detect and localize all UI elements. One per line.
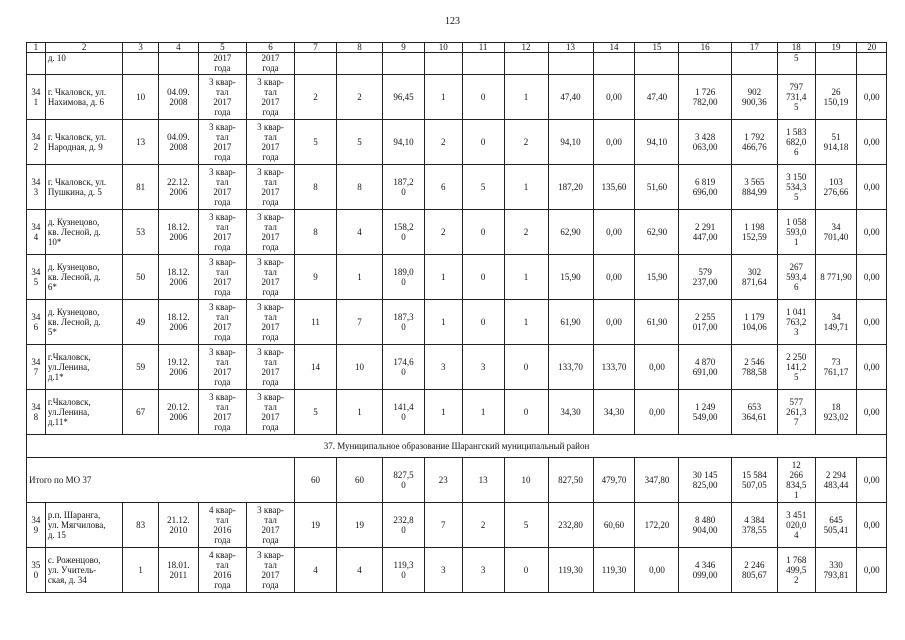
table-cell: 5 [295, 120, 337, 165]
table-cell: 347,80 [635, 458, 679, 503]
table-cell: 18.12. 2006 [158, 210, 198, 255]
table-cell: 0,00 [857, 300, 887, 345]
table-cell: 645 505,41 [815, 503, 857, 548]
table-cell: 119,30 [548, 548, 593, 593]
table-cell: 13 [548, 43, 593, 53]
table-cell: 81 [123, 165, 159, 210]
table-row [27, 548, 887, 593]
table-cell: 8 [295, 165, 337, 210]
table-cell: 103 276,66 [815, 165, 857, 210]
table-cell: 302 871,64 [731, 255, 777, 300]
table-cell: 34 1 [27, 75, 46, 120]
table-cell: 1 [336, 390, 382, 435]
table-cell: 10 [336, 345, 382, 390]
table-cell: 34 4 [27, 210, 46, 255]
table-cell: 232,8 0 [383, 503, 425, 548]
table-cell: 0,00 [635, 548, 679, 593]
table-cell: 8 [336, 165, 382, 210]
table-cell: 187,2 0 [383, 165, 425, 210]
table-cell: 17 [731, 43, 777, 53]
table-cell: 5 [198, 43, 246, 53]
table-cell: 1 [504, 165, 548, 210]
page-number: 123 [445, 16, 460, 27]
table-cell: 34 149,71 [815, 300, 857, 345]
table-cell: 22.12. 2006 [158, 165, 198, 210]
table-cell: 10 [424, 43, 462, 53]
table-cell [158, 53, 198, 75]
table-cell: 3 квар- тал 2017 года [246, 548, 294, 593]
table-cell: 9 [383, 43, 425, 53]
table-cell: 1 198 152,59 [731, 210, 777, 255]
table-cell: 0,00 [593, 255, 635, 300]
table-cell: 15,90 [635, 255, 679, 300]
table-cell: 119,30 [593, 548, 635, 593]
table-cell: 0,00 [857, 548, 887, 593]
table-row [27, 210, 887, 255]
table-cell: 172,20 [635, 503, 679, 548]
table-cell: р.п. Шаранга, ул. Мягчилова, д. 15 [45, 503, 123, 548]
table-cell: 653 364,61 [731, 390, 777, 435]
table-cell: 19 [295, 503, 337, 548]
table-cell: 60 [336, 458, 382, 503]
table-cell: 4 870 691,00 [679, 345, 731, 390]
table-cell: 135,60 [593, 165, 635, 210]
table-cell: 3 квар- тал 2017 года [198, 210, 246, 255]
table-cell: 1 [424, 300, 462, 345]
table-body [27, 43, 887, 593]
table-cell [295, 53, 337, 75]
table-cell: 797 731,4 5 [777, 75, 815, 120]
table-cell: 1 [123, 548, 159, 593]
table-cell: 1 792 466,76 [731, 120, 777, 165]
table-cell: 20.12. 2006 [158, 390, 198, 435]
section-row [27, 435, 887, 458]
table-cell: 0,00 [857, 120, 887, 165]
table-cell: 0,00 [857, 458, 887, 503]
table-cell: 4 346 099,00 [679, 548, 731, 593]
table-cell: 3 [424, 345, 462, 390]
table-header-row [27, 43, 887, 53]
table-cell: 5 [777, 53, 815, 75]
table-cell: 10 [123, 75, 159, 120]
table-cell: 34,30 [548, 390, 593, 435]
table-cell: 0,00 [635, 390, 679, 435]
table-cell: 827,50 [548, 458, 593, 503]
table-cell: 9 [295, 255, 337, 300]
table-cell: 62,90 [635, 210, 679, 255]
table-cell: д. 10 [45, 53, 123, 75]
table-cell: 1 [424, 390, 462, 435]
table-cell: 4 [336, 210, 382, 255]
table-row [27, 53, 887, 75]
table-cell [635, 53, 679, 75]
table-cell: 14 [593, 43, 635, 53]
table-cell: 30 145 825,00 [679, 458, 731, 503]
table-cell: 6 819 696,00 [679, 165, 731, 210]
table-cell: 19.12. 2006 [158, 345, 198, 390]
table-cell: 1 [462, 390, 504, 435]
table-cell: 13 [462, 458, 504, 503]
table-cell: 18 [777, 43, 815, 53]
table-cell: 3 квар- тал 2017 года [198, 300, 246, 345]
table-cell: 34 3 [27, 165, 46, 210]
table-cell: 4 [158, 43, 198, 53]
table-row [27, 503, 887, 548]
table-cell: 2 250 141,2 5 [777, 345, 815, 390]
table-cell: 8 771,90 [815, 255, 857, 300]
table-cell: 0 [462, 210, 504, 255]
table-cell: 2 [336, 75, 382, 120]
table-cell: 21.12. 2010 [158, 503, 198, 548]
table-cell: 1 058 593,0 1 [777, 210, 815, 255]
table-cell: г. Чкаловск, ул. Нахимова, д. 6 [45, 75, 123, 120]
table-cell: 62,90 [548, 210, 593, 255]
table-cell: 26 150,19 [815, 75, 857, 120]
table-row [27, 75, 887, 120]
table-cell: 35 0 [27, 548, 46, 593]
table-cell: 3 [462, 345, 504, 390]
table-cell: 3 квар- тал 2017 года [246, 255, 294, 300]
table-cell: 3 квар- тал 2017 года [246, 390, 294, 435]
table-cell: 0 [462, 120, 504, 165]
table-cell: 8 [336, 43, 382, 53]
table-cell [504, 53, 548, 75]
table-cell: 0,00 [857, 255, 887, 300]
table-cell: 0 [462, 255, 504, 300]
table-cell: 20 [857, 43, 887, 53]
table-cell: 12 266 834,5 1 [777, 458, 815, 503]
table-cell: 158,2 0 [383, 210, 425, 255]
table-cell: 8 480 904,00 [679, 503, 731, 548]
table-cell: 1 041 763,2 3 [777, 300, 815, 345]
table-cell: 0,00 [857, 210, 887, 255]
table-cell: 2 [424, 120, 462, 165]
table-cell: 0,00 [593, 300, 635, 345]
table-cell: 59 [123, 345, 159, 390]
table-cell: 174,6 0 [383, 345, 425, 390]
table-cell: 18.12. 2006 [158, 255, 198, 300]
table-cell: 47,40 [548, 75, 593, 120]
table-row [27, 255, 887, 300]
table-cell: 4 квар- тал 2016 года [198, 548, 246, 593]
table-cell: 0 [462, 300, 504, 345]
table-cell: г.Чкаловск, ул.Ленина, д.11* [45, 390, 123, 435]
table-cell: 34,30 [593, 390, 635, 435]
table-cell: 2017 года [246, 53, 294, 75]
table-cell: 579 237,00 [679, 255, 731, 300]
table-cell: 2 291 447,00 [679, 210, 731, 255]
table-cell: 3 [123, 43, 159, 53]
table-cell: г.Чкаловск, ул.Ленина, д.1* [45, 345, 123, 390]
table-cell: 23 [424, 458, 462, 503]
table-cell: 1 249 549,00 [679, 390, 731, 435]
table-cell: 15 [635, 43, 679, 53]
table-row [27, 390, 887, 435]
table-cell: 19 [336, 503, 382, 548]
table-cell: 3 квар- тал 2017 года [198, 255, 246, 300]
table-cell: 0,00 [593, 210, 635, 255]
table-cell: 1 [504, 255, 548, 300]
table-row [27, 345, 887, 390]
table-cell: 2 [504, 210, 548, 255]
table-cell: 1 179 104,06 [731, 300, 777, 345]
table-cell: 16 [679, 43, 731, 53]
table-cell: 2 [295, 75, 337, 120]
table-cell: 3 квар- тал 2017 года [246, 165, 294, 210]
table-cell: 232,80 [548, 503, 593, 548]
table-cell: 1 [504, 75, 548, 120]
table-cell [593, 53, 635, 75]
table-cell: 5 [504, 503, 548, 548]
table-cell: 3 квар- тал 2017 года [198, 120, 246, 165]
table-cell [27, 53, 46, 75]
table-cell [815, 53, 857, 75]
table-cell: 2 255 017,00 [679, 300, 731, 345]
table-cell: 18.01. 2011 [158, 548, 198, 593]
table-cell: 34 8 [27, 390, 46, 435]
table-cell: 04.09. 2008 [158, 75, 198, 120]
table-cell: 3 квар- тал 2017 года [246, 120, 294, 165]
table-cell: 34 7 [27, 345, 46, 390]
table-cell [336, 53, 382, 75]
table-cell: 3 [424, 548, 462, 593]
table-cell [548, 53, 593, 75]
total-row [27, 458, 887, 503]
table-cell: 133,70 [593, 345, 635, 390]
table-cell [857, 53, 887, 75]
table-cell: 34 701,40 [815, 210, 857, 255]
table-cell: 2 [504, 120, 548, 165]
table-cell: 0,00 [857, 345, 887, 390]
table-cell: 3 451 020,0 4 [777, 503, 815, 548]
table-cell: 3 428 063,00 [679, 120, 731, 165]
table-cell: 53 [123, 210, 159, 255]
table-cell: 3 квар- тал 2017 года [198, 345, 246, 390]
table-cell: 6 [424, 165, 462, 210]
table-cell: 3 квар- тал 2017 года [246, 345, 294, 390]
table-cell: 1 [504, 300, 548, 345]
table-cell: 6 [246, 43, 294, 53]
table-cell: 94,10 [383, 120, 425, 165]
table-cell: 7 [336, 300, 382, 345]
table-cell: 4 [336, 548, 382, 593]
table-cell: Итого по МО 37 [27, 458, 295, 503]
table-cell: 330 793,81 [815, 548, 857, 593]
table-cell: 37. Муниципальное образование Шарангский муниципальный район [27, 435, 887, 458]
table-cell: 2 546 788,58 [731, 345, 777, 390]
table-cell: 2 [45, 43, 123, 53]
table-cell: 3 квар- тал 2017 года [246, 210, 294, 255]
table-cell: 0,00 [593, 75, 635, 120]
table-cell: 96,45 [383, 75, 425, 120]
table-cell: 0 [462, 75, 504, 120]
table-cell: д. Кузнецово, кв. Лесной, д. 6* [45, 255, 123, 300]
table-row [27, 165, 887, 210]
table-cell: 2 [424, 210, 462, 255]
table-cell: 2 [462, 503, 504, 548]
table-cell: 3 квар- тал 2017 года [246, 503, 294, 548]
table-cell: 15 584 507,05 [731, 458, 777, 503]
table-cell: 5 [336, 120, 382, 165]
table-cell: с. Роженцово, ул. Учитель- ская, д. 34 [45, 548, 123, 593]
table-cell: 3 квар- тал 2017 года [246, 75, 294, 120]
table-cell [462, 53, 504, 75]
table-cell: 0,00 [593, 120, 635, 165]
table-cell: 1 [424, 75, 462, 120]
table-cell: 4 [295, 548, 337, 593]
table-cell: 3 565 884,99 [731, 165, 777, 210]
table-cell: 3 квар- тал 2017 года [198, 390, 246, 435]
table-cell: 12 [504, 43, 548, 53]
table-cell: 141,4 0 [383, 390, 425, 435]
table-cell: 1 726 782,00 [679, 75, 731, 120]
table-cell: 7 [424, 503, 462, 548]
table-cell: 61,90 [548, 300, 593, 345]
table-row [27, 120, 887, 165]
table-cell: 7 [295, 43, 337, 53]
table-cell: 5 [462, 165, 504, 210]
table-cell: 34 2 [27, 120, 46, 165]
table-cell: 49 [123, 300, 159, 345]
table-cell: 0 [504, 548, 548, 593]
table-cell: 1 [424, 255, 462, 300]
table-cell: 3 квар- тал 2017 года [246, 300, 294, 345]
table-cell [424, 53, 462, 75]
table-cell: 67 [123, 390, 159, 435]
table-cell: 34 5 [27, 255, 46, 300]
table-cell: 3 150 534,3 5 [777, 165, 815, 210]
table-cell: 902 900,36 [731, 75, 777, 120]
table-cell: г. Чкаловск, ул. Пушкина, д. 5 [45, 165, 123, 210]
table-cell: 8 [295, 210, 337, 255]
table-cell: 4 384 378,55 [731, 503, 777, 548]
table-cell: 479,70 [593, 458, 635, 503]
table-cell: 13 [123, 120, 159, 165]
table-cell: 187,3 0 [383, 300, 425, 345]
table-cell: 60 [295, 458, 337, 503]
table-cell: д. Кузнецово, кв. Лесной, д. 10* [45, 210, 123, 255]
table-cell: 2 294 483,44 [815, 458, 857, 503]
table-cell: 1 [27, 43, 46, 53]
table-cell: 61,90 [635, 300, 679, 345]
table-cell: 51,60 [635, 165, 679, 210]
table-cell: 73 761,17 [815, 345, 857, 390]
table-cell: 94,10 [548, 120, 593, 165]
table-cell: 2017 года [198, 53, 246, 75]
table-cell: 94,10 [635, 120, 679, 165]
table-cell: 4 квар- тал 2016 года [198, 503, 246, 548]
table-cell: 189,0 0 [383, 255, 425, 300]
data-table [26, 42, 887, 593]
table-cell: 60,60 [593, 503, 635, 548]
table-cell: 5 [295, 390, 337, 435]
table-cell: 18.12. 2006 [158, 300, 198, 345]
table-cell: 19 [815, 43, 857, 53]
table-cell: г. Чкаловск, ул. Народная, д. 9 [45, 120, 123, 165]
table-cell: 577 261,3 7 [777, 390, 815, 435]
table-cell: 11 [295, 300, 337, 345]
table-cell: 34 9 [27, 503, 46, 548]
table-cell [383, 53, 425, 75]
table-cell: 133,70 [548, 345, 593, 390]
table-cell: 3 квар- тал 2017 года [198, 75, 246, 120]
table-cell: 187,20 [548, 165, 593, 210]
table-cell: 50 [123, 255, 159, 300]
table-cell: 15,90 [548, 255, 593, 300]
table-cell: 10 [504, 458, 548, 503]
table-cell: 51 914,18 [815, 120, 857, 165]
table-cell: 0 [504, 345, 548, 390]
table-cell [123, 53, 159, 75]
table-cell: 18 923,02 [815, 390, 857, 435]
table-cell: 0,00 [857, 75, 887, 120]
table-cell: 0,00 [635, 345, 679, 390]
table-cell: 3 квар- тал 2017 года [198, 165, 246, 210]
table-row [27, 300, 887, 345]
table-cell: 47,40 [635, 75, 679, 120]
table-cell: 1 768 499,5 2 [777, 548, 815, 593]
table-cell: 119,3 0 [383, 548, 425, 593]
table-cell: 1 [336, 255, 382, 300]
table-cell: 0,00 [857, 390, 887, 435]
table-cell: 0,00 [857, 503, 887, 548]
table-cell: 2 246 805,67 [731, 548, 777, 593]
table-cell [679, 53, 731, 75]
table-cell: 0 [504, 390, 548, 435]
table-cell: 827,5 0 [383, 458, 425, 503]
table-cell: 34 6 [27, 300, 46, 345]
table-cell: 3 [462, 548, 504, 593]
table-cell: 04.09. 2008 [158, 120, 198, 165]
table-cell [731, 53, 777, 75]
table-cell: 83 [123, 503, 159, 548]
table-cell: 14 [295, 345, 337, 390]
table-cell: д. Кузнецово, кв. Лесной, д. 5* [45, 300, 123, 345]
table-cell: 267 593,4 6 [777, 255, 815, 300]
table-cell: 11 [462, 43, 504, 53]
table-cell: 1 583 682,0 6 [777, 120, 815, 165]
table-cell: 0,00 [857, 165, 887, 210]
